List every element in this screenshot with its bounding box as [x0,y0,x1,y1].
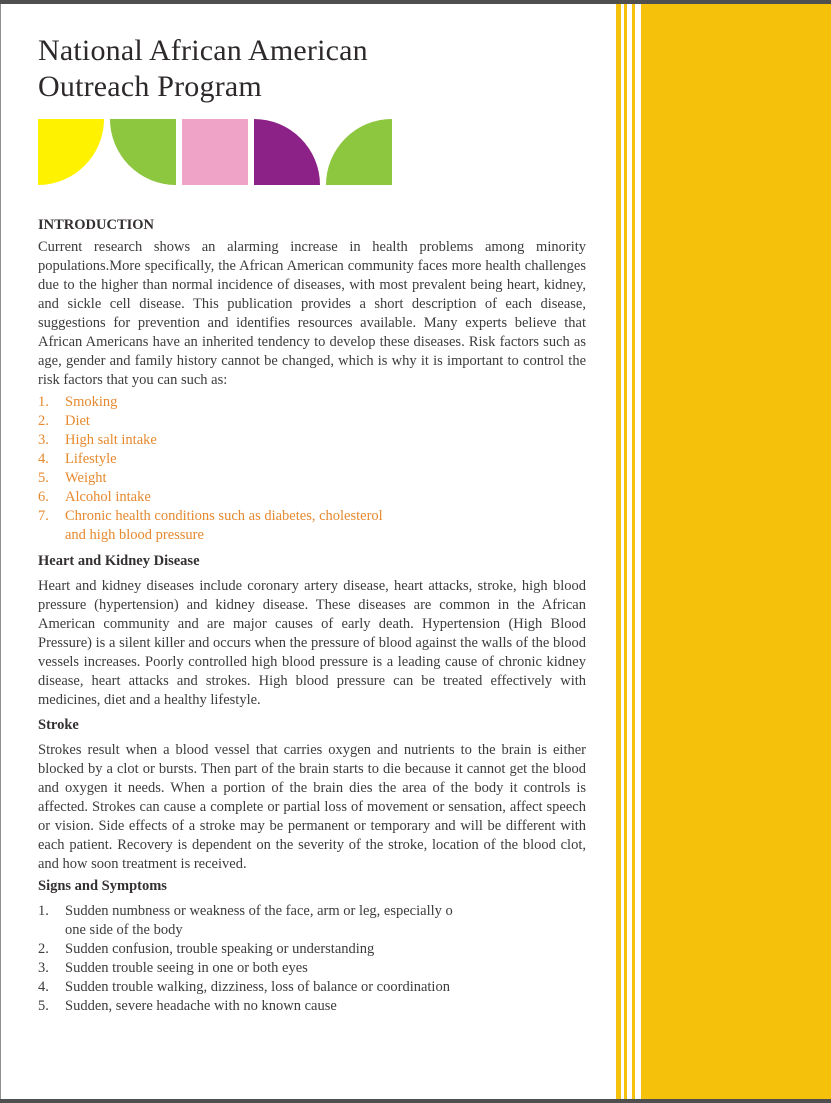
risk-factor-item [38,507,586,545]
list-item-number: 4. [38,451,49,467]
list-item-number: 3. [38,432,49,448]
symptom-item [38,902,586,940]
list-item-text: Chronic health conditions such as diabetes, cholesterol and high blood pressure [65,508,383,543]
risk-factor-item [38,469,586,488]
heart-kidney-paragraph: Heart and kidney diseases include coronary artery disease, heart attacks, stroke, high blood pressure (hypertension) and kidney disease. These diseases are common in the African American community and are major causes of early death. Hypertension (High Blood Pressure) is a silent killer and occurs when the pressure of blood against the walls of the blood vessels increases. Poorly controlled high blood pressure is a leading cause of chronic kidney disease, heart attacks and strokes. High blood pressure can be treated effectively with medicines, diet and a healthy lifestyle. [38,578,586,708]
list-item-text: Diet [65,413,90,429]
list-item-text: Sudden, severe headache with no known cause [65,998,337,1014]
introduction-paragraph: Current research shows an alarming increase in health problems among minority populations.More specifically, the African American community faces more health challenges due to the higher than normal incidence of diseases, with most prevalent being heart, kidney, and sickle cell disease. This publication provides a short description of each disease, suggestions for prevention and identifies resources available. Many experts believe that African Americans have an inherited tendency to develop these diseases. Risk factors such as age, gender and family history cannot be changed, which is why it is important to control the risk factors that you can such as: [38,239,586,388]
stroke-heading: Stroke [38,717,79,733]
main-content-column [38,0,586,1016]
list-item-text: Lifestyle [65,451,117,467]
list-item-number: 6. [38,489,49,505]
symptom-item [38,959,586,978]
page-title-line2: Outreach Program [38,70,262,103]
risk-factor-item [38,450,586,469]
petal-green-left-shape [110,119,176,185]
top-edge-bar [0,0,831,4]
heart-kidney-heading: Heart and Kidney Disease [38,553,200,569]
gold-side-band [641,0,831,1103]
gold-pinstripe-3 [632,0,635,1103]
list-item-text: High salt intake [65,432,157,448]
list-item-text: Sudden trouble walking, dizziness, loss of balance or coordination [65,979,450,995]
list-item-number: 4. [38,979,49,995]
list-item-text: Weight [65,470,107,486]
quarter-disc-yellow-shape [38,119,104,185]
list-item-number: 1. [38,394,49,410]
left-edge-line [0,0,1,1103]
list-item-number: 1. [38,903,49,919]
square-pink-shape [182,119,248,185]
list-item-text: Sudden numbness or weakness of the face, arm or leg, especially o one side of the body [65,903,453,938]
symptom-item [38,978,586,997]
signs-symptoms-list [38,902,586,1016]
list-item-number: 2. [38,413,49,429]
gold-pinstripe-2 [624,0,627,1103]
introduction-heading: INTRODUCTION [38,217,155,233]
symptom-item [38,940,586,959]
list-item-number: 2. [38,941,49,957]
list-item-text: Sudden trouble seeing in one or both eyes [65,960,308,976]
petal-purple-shape [254,119,320,185]
risk-factor-item [38,488,586,507]
signs-symptoms-heading: Signs and Symptoms [38,878,167,894]
list-item-text: Alcohol intake [65,489,151,505]
list-item-number: 5. [38,998,49,1014]
list-item-number: 3. [38,960,49,976]
petal-green-right-shape [326,119,392,185]
page-title-line1: National African American [38,34,368,67]
page-title [38,33,586,105]
risk-factor-item [38,431,586,450]
stroke-paragraph: Strokes result when a blood vessel that carries oxygen and nutrients to the brain is either blocked by a clot or bursts. Then part of the brain starts to die because it cannot get the blood and oxygen it needs. When a portion of the brain dies the area of the body it controls is affected. Strokes can cause a complete or partial loss of movement or sensation, affect speech or vision. Side effects of a stroke may be permanent or temporary and will be different with each patient. Recovery is dependent on the severity of the stroke, location of the blood clot, and how soon treatment is received. [38,742,586,872]
list-item-number: 7. [38,508,49,524]
bottom-edge-bar [0,1099,831,1103]
gold-pinstripe-1 [616,0,621,1103]
risk-factor-item [38,393,586,412]
list-item-text: Smoking [65,394,118,410]
list-item-text: Sudden confusion, trouble speaking or understanding [65,941,375,957]
decorative-shapes-row [38,119,586,185]
risk-factor-item [38,412,586,431]
risk-factor-list [38,393,586,545]
list-item-number: 5. [38,470,49,486]
symptom-item [38,997,586,1016]
